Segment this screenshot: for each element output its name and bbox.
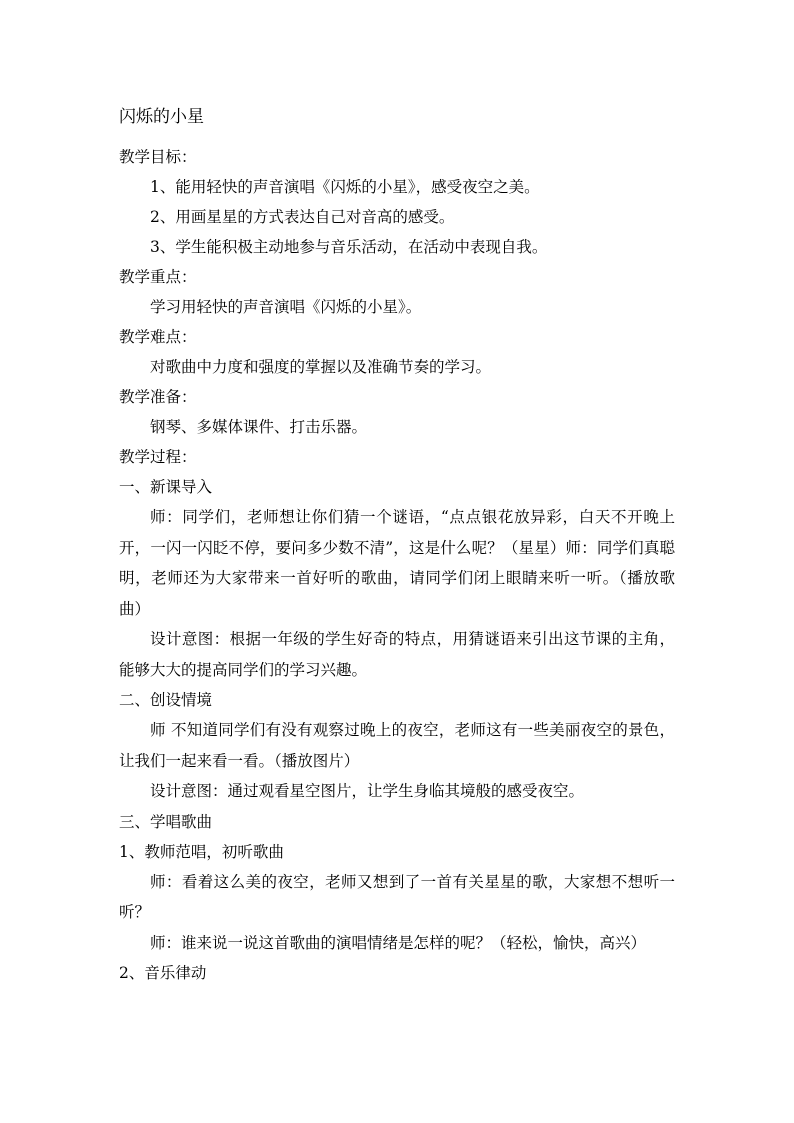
- process-heading: 教学过程：: [119, 448, 197, 466]
- subsection-heading: 1、教师范唱，初听歌曲: [119, 842, 284, 861]
- objectives-heading: 教学目标：: [119, 148, 197, 166]
- document-title: 闪烁的小星: [119, 107, 204, 127]
- section-paragraph: 师：同学们，老师想让你们猜一个谜语，“点点银花放异彩，白天不开晚上开，一闪一闪眨不停，要问多少数不清”，这是什么呢？（星星）师：同学们真聪明，老师还为大家带来一首好听的歌曲，请同学们闭上眼睛来听一听。（播放歌曲）: [119, 508, 675, 618]
- section-paragraph: 设计意图：根据一年级的学生好奇的特点，用猜谜语来引出这节课的主角，能够大大的提高同学们的学习兴趣。: [119, 630, 675, 679]
- section-paragraph: 师 不知道同学们有没有观察过晚上的夜空，老师这有一些美丽夜空的景色，让我们一起来看一看。（播放图片）: [119, 721, 675, 770]
- section-heading: 二、创设情境: [119, 691, 213, 709]
- preparation-text: 钢琴、多媒体课件、打击乐器。: [150, 418, 368, 436]
- section-paragraph: 师：看着这么美的夜空，老师又想到了一首有关星星的歌，大家想不想听一听？: [119, 872, 675, 921]
- objective-item: 2、用画星星的方式表达自己对音高的感受。: [150, 208, 455, 226]
- subsection-heading: 2、音乐律动: [119, 964, 207, 982]
- section-heading: 三、学唱歌曲: [119, 812, 213, 831]
- objective-item: 1、能用轻快的声音演唱《闪烁的小星》，感受夜空之美。: [150, 178, 540, 196]
- objective-item: 3、学生能积极主动地参与音乐活动，在活动中表现自我。: [150, 238, 548, 256]
- section-paragraph: 师：谁来说一说这首歌曲的演唱情绪是怎样的呢？（轻松，愉快，高兴）: [150, 933, 647, 952]
- key-points-heading: 教学重点：: [119, 268, 197, 286]
- document-body: [119, 104, 675, 988]
- section-paragraph: 设计意图：通过观看星空图片，让学生身临其境般的感受夜空。: [150, 782, 585, 800]
- section-heading: 一、新课导入: [119, 478, 213, 496]
- preparation-heading: 教学准备：: [119, 388, 197, 406]
- difficulty-heading: 教学难点：: [119, 328, 197, 346]
- difficulty-text: 对歌曲中力度和强度的掌握以及准确节奏的学习。: [150, 358, 492, 376]
- key-points-text: 学习用轻快的声音演唱《闪烁的小星》。: [150, 298, 422, 316]
